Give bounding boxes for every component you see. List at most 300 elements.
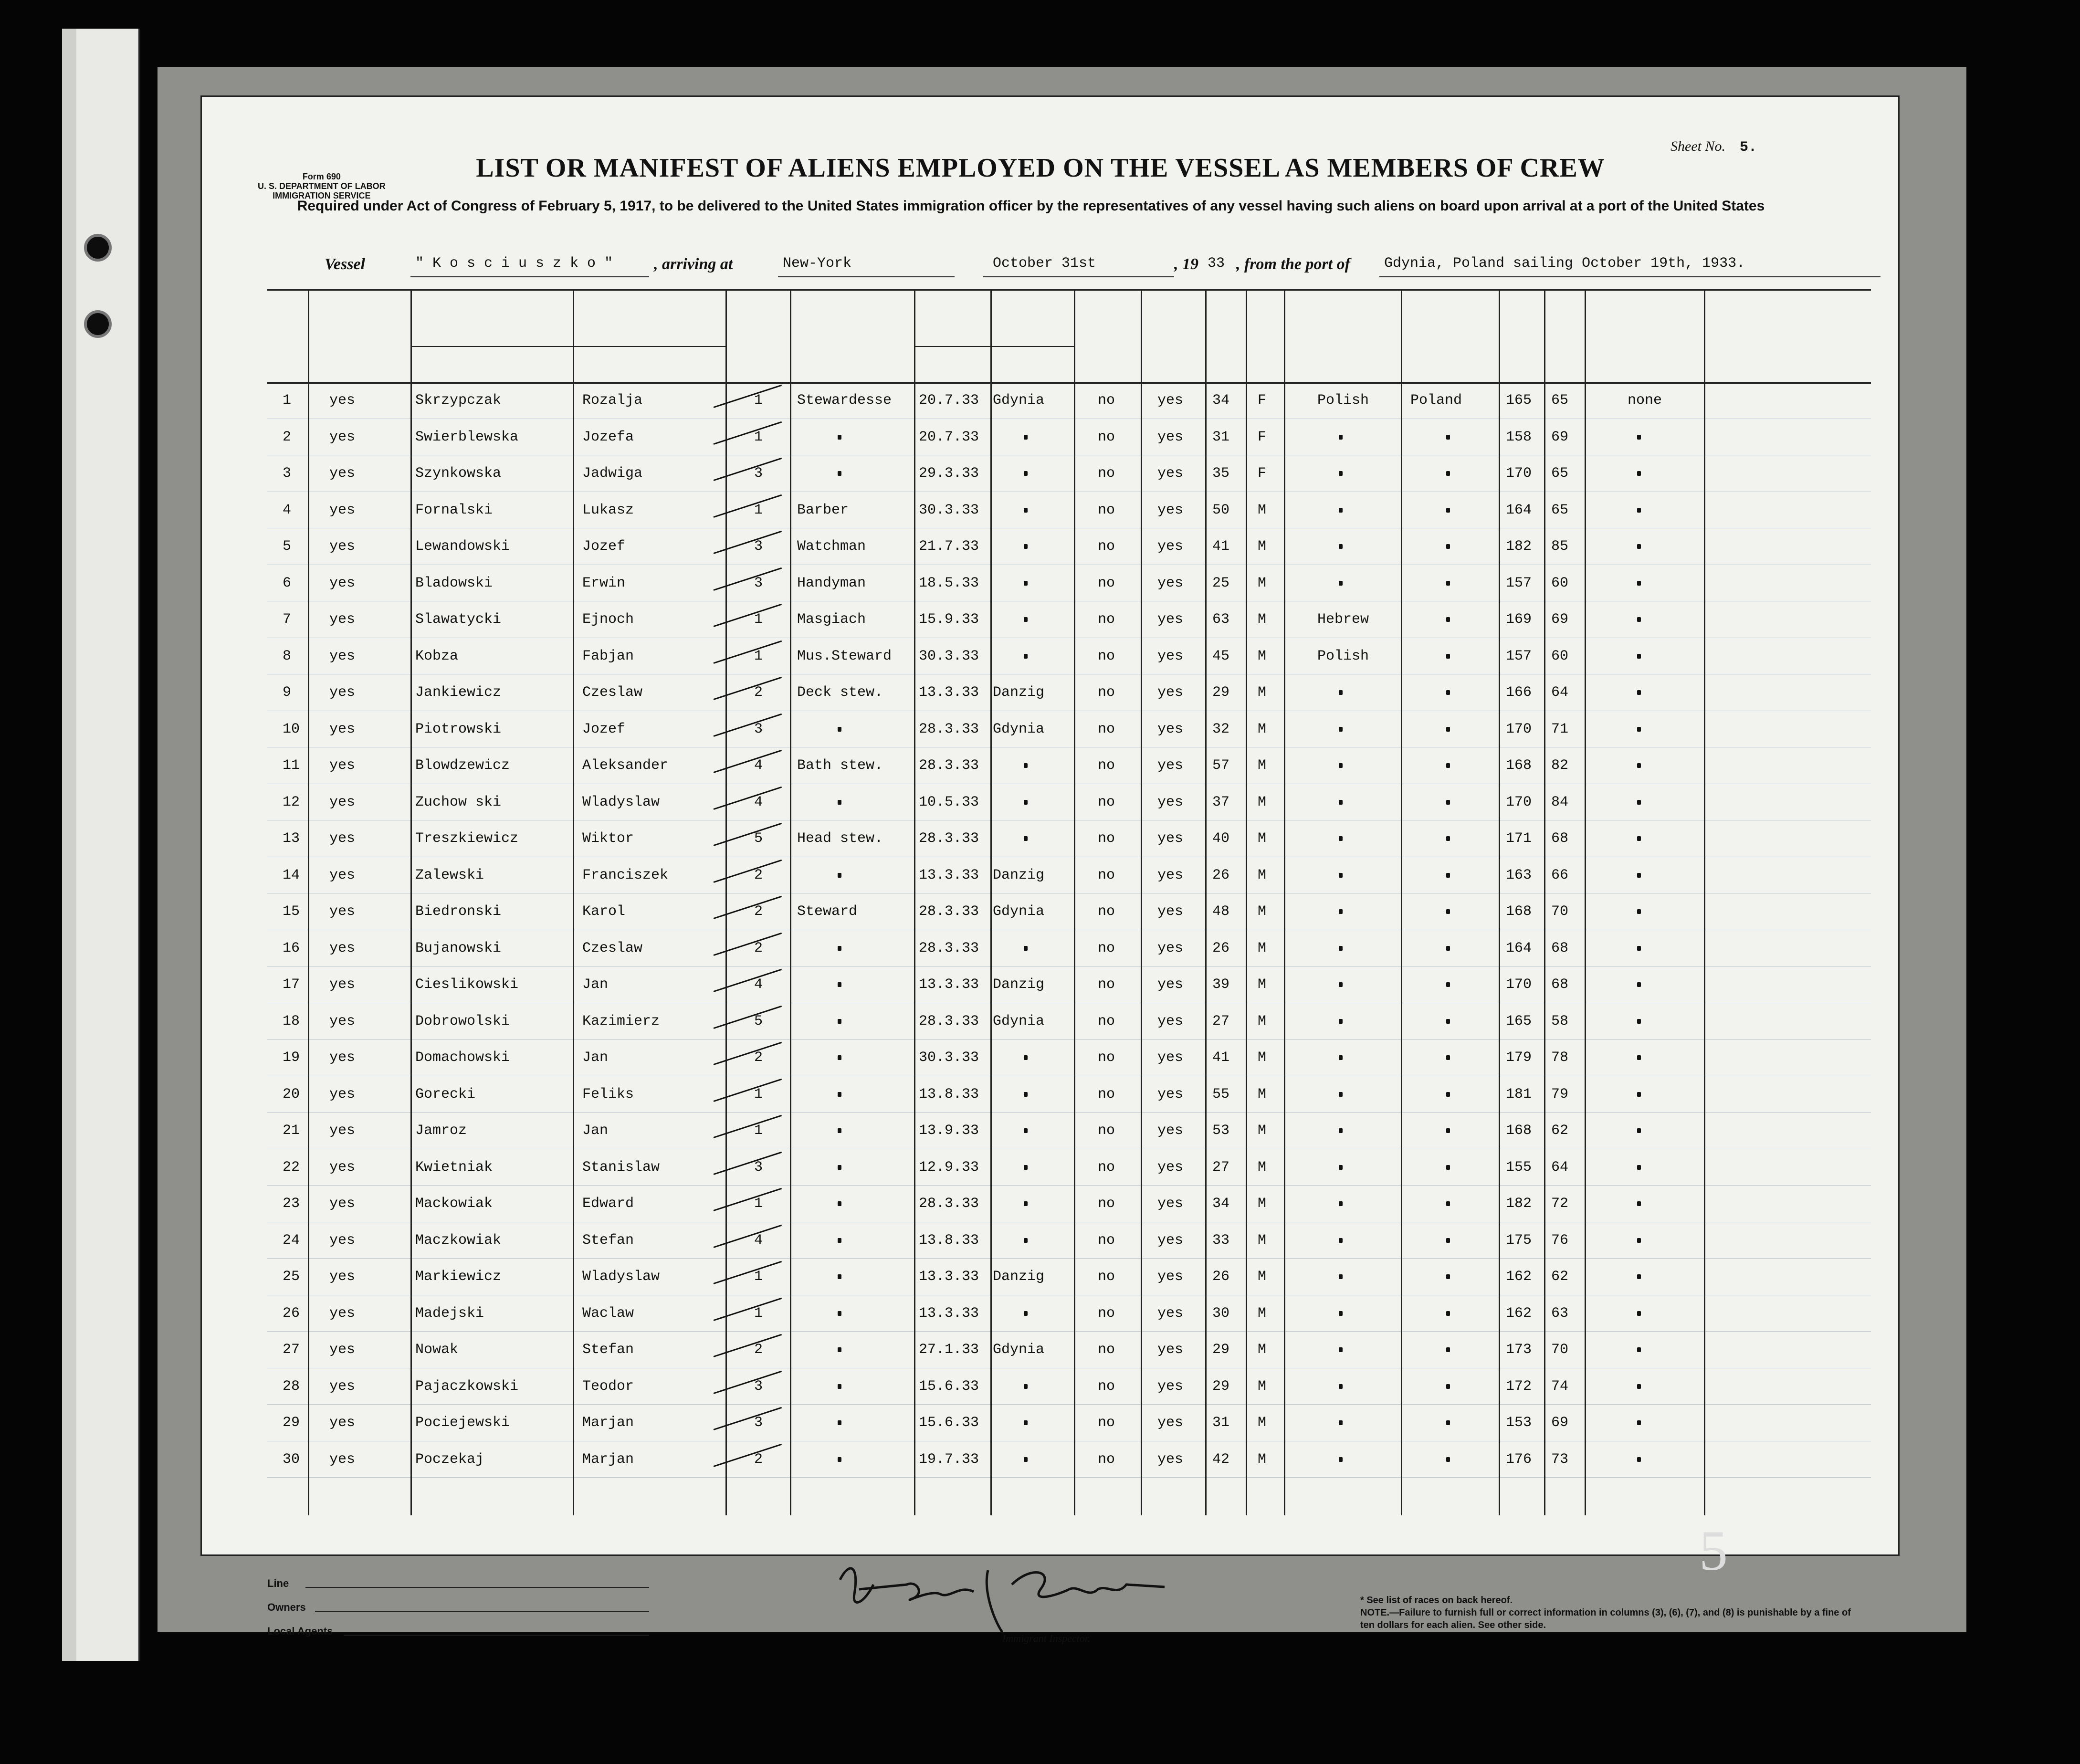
ditto-mark [1024, 1238, 1028, 1243]
row-rule [267, 1258, 1871, 1259]
table-cell-family-name: Pajaczkowski [415, 1378, 519, 1395]
table-cell-length-of-service: 1 [754, 429, 763, 445]
ditto-mark [1637, 435, 1641, 440]
table-cell-able-to-read: yes [1157, 1159, 1184, 1176]
table-cell-sex: M [1258, 1269, 1267, 1285]
table-cell-length-of-service: 4 [754, 757, 763, 774]
ditto-mark [1024, 1311, 1028, 1316]
ditto-mark [838, 1165, 841, 1170]
table-cell-row-number: 10 [283, 721, 300, 737]
table-cell-length-of-service: 2 [754, 903, 763, 920]
ditto-mark [1024, 946, 1028, 951]
table-cell-family-name: Bujanowski [415, 940, 502, 956]
table-cell-age: 27 [1212, 1013, 1230, 1029]
table-cell-able-to-read: yes [1157, 1451, 1184, 1468]
table-cell-shipped-where: Gdynia [993, 392, 1045, 409]
table-cell-family-name: Zuchow ski [415, 794, 502, 810]
table-cell-age: 27 [1212, 1159, 1230, 1176]
table-cell-family-name: Gorecki [415, 1086, 476, 1102]
column-rule [1401, 289, 1402, 1515]
table-cell-state-value: yes [329, 1378, 356, 1395]
table-cell-family-name: Swierblewska [415, 429, 519, 445]
table-cell-shipped-when: 28.3.33 [919, 721, 979, 737]
table-cell-weight: 84 [1551, 794, 1569, 810]
table-cell-able-to-read: yes [1157, 1232, 1184, 1249]
sheet-number: Sheet No. 5. [1670, 138, 1757, 156]
table-cell-shipped-when: 27.1.33 [919, 1342, 979, 1358]
ditto-mark [1339, 873, 1343, 878]
table-cell-paid-off: no [1098, 721, 1115, 737]
table-cell-sex: M [1258, 757, 1267, 774]
table-cell-row-number: 20 [283, 1086, 300, 1102]
table-cell-given-name: Czeslaw [582, 940, 643, 956]
table-cell-state-value: yes [329, 1305, 356, 1322]
column-rule [308, 289, 309, 1515]
table-cell-height: 168 [1506, 903, 1532, 920]
table-cell-given-name: Jozef [582, 538, 626, 555]
table-cell-position: Watchman [797, 538, 866, 555]
table-cell-length-of-service: 1 [754, 1305, 763, 1322]
ditto-mark [1446, 654, 1450, 659]
table-cell-height: 166 [1506, 684, 1532, 701]
service-tick-mark [714, 1407, 782, 1430]
table-cell-row-number: 18 [283, 1013, 300, 1029]
table-cell-shipped-when: 28.3.33 [919, 903, 979, 920]
table-cell-age: 33 [1212, 1232, 1230, 1249]
table-cell-sex: M [1258, 940, 1267, 956]
ditto-mark [1637, 836, 1641, 841]
ditto-mark [1446, 1019, 1450, 1024]
table-cell-shipped-when: 20.7.33 [919, 429, 979, 445]
table-cell-family-name: Szynkowska [415, 465, 502, 482]
table-cell-state-value: yes [329, 721, 356, 737]
table-cell-position: Deck stew. [797, 684, 883, 701]
ditto-mark [838, 1274, 841, 1279]
ditto-mark [1024, 763, 1028, 768]
binder-ring [84, 234, 112, 262]
table-cell-paid-off: no [1098, 648, 1115, 664]
table-cell-paid-off: no [1098, 465, 1115, 482]
ditto-mark [1637, 909, 1641, 914]
table-cell-age: 55 [1212, 1086, 1230, 1102]
table-cell-state-value: yes [329, 502, 356, 518]
table-cell-able-to-read: yes [1157, 1378, 1184, 1395]
table-cell-row-number: 1 [283, 392, 292, 409]
table-cell-row-number: 21 [283, 1123, 300, 1139]
ditto-mark [1637, 873, 1641, 878]
table-cell-able-to-read: yes [1157, 940, 1184, 956]
table-cell-state-value: yes [329, 830, 356, 847]
table-cell-given-name: Wladyslaw [582, 794, 660, 810]
table-cell-given-name: Jan [582, 1123, 609, 1139]
table-cell-sex: M [1258, 502, 1267, 518]
ditto-mark [1024, 471, 1028, 476]
table-cell-given-name: Lukasz [582, 502, 634, 518]
table-cell-sex: M [1258, 1378, 1267, 1395]
ditto-mark [1446, 1311, 1450, 1316]
table-cell-age: 29 [1212, 1342, 1230, 1358]
table-cell-row-number: 2 [283, 429, 292, 445]
ditto-mark [1446, 946, 1450, 951]
table-cell-paid-off: no [1098, 1342, 1115, 1358]
table-cell-able-to-read: yes [1157, 721, 1184, 737]
service-tick-mark [714, 932, 782, 956]
column-rule [1246, 289, 1247, 1515]
table-cell-state-value: yes [329, 757, 356, 774]
table-cell-sex: M [1258, 1159, 1267, 1176]
table-cell-length-of-service: 4 [754, 976, 763, 993]
table-cell-age: 31 [1212, 1415, 1230, 1431]
ditto-mark [1446, 1384, 1450, 1389]
table-cell-weight: 85 [1551, 538, 1569, 555]
footer-note: * See list of races on back hereof. NOTE.—Failure to furnish full or correct information in columns (3), (6), (7), and (8) is punishable by a fine of ten dollars for each alien. See other side. [1360, 1595, 1851, 1630]
row-rule [267, 1404, 1871, 1405]
table-cell-shipped-when: 19.7.33 [919, 1451, 979, 1468]
table-cell-age: 50 [1212, 502, 1230, 518]
table-cell-height: 168 [1506, 1123, 1532, 1139]
table-cell-shipped-where: Gdynia [993, 721, 1045, 737]
table-cell-length-of-service: 4 [754, 794, 763, 810]
table-cell-shipped-where: Gdynia [993, 1013, 1045, 1029]
ditto-mark [1446, 1201, 1450, 1206]
table-cell-weight: 70 [1551, 1342, 1569, 1358]
table-cell-age: 41 [1212, 538, 1230, 555]
table-cell-length-of-service: 5 [754, 830, 763, 847]
table-cell-sex: M [1258, 1123, 1267, 1139]
row-rule [267, 1039, 1871, 1040]
table-cell-state-value: yes [329, 794, 356, 810]
table-cell-given-name: Wladyslaw [582, 1269, 660, 1285]
arrival-port: New-York [783, 255, 852, 272]
ditto-mark [1446, 1457, 1450, 1462]
table-cell-paid-off: no [1098, 538, 1115, 555]
table-cell-height: 172 [1506, 1378, 1532, 1395]
table-cell-shipped-when: 28.3.33 [919, 830, 979, 847]
table-cell-given-name: Stefan [582, 1232, 634, 1249]
ditto-mark [1024, 654, 1028, 659]
table-cell-able-to-read: yes [1157, 1013, 1184, 1029]
table-cell-weight: 58 [1551, 1013, 1569, 1029]
table-cell-paid-off: no [1098, 1451, 1115, 1468]
ditto-mark [1024, 617, 1028, 622]
table-cell-state-value: yes [329, 611, 356, 628]
ditto-mark [1339, 471, 1343, 476]
ditto-mark [1024, 544, 1028, 549]
table-cell-given-name: Franciszek [582, 867, 669, 883]
table-cell-paid-off: no [1098, 867, 1115, 883]
table-cell-age: 31 [1212, 429, 1230, 445]
table-cell-shipped-where: Danzig [993, 867, 1045, 883]
ditto-mark [1339, 800, 1343, 805]
table-cell-length-of-service: 3 [754, 465, 763, 482]
shipped-subheader-rule [914, 346, 1074, 347]
table-cell-able-to-read: yes [1157, 392, 1184, 409]
ditto-mark [1637, 544, 1641, 549]
ditto-mark [1637, 1128, 1641, 1133]
table-cell-row-number: 17 [283, 976, 300, 993]
header-bottom-rule [267, 382, 1871, 384]
table-cell-able-to-read: yes [1157, 867, 1184, 883]
ditto-mark [838, 471, 841, 476]
inspector-title: Immigrant Inspector. [1002, 1632, 1091, 1644]
table-cell-row-number: 8 [283, 648, 292, 664]
ditto-mark [1024, 800, 1028, 805]
column-rule [1704, 289, 1705, 1515]
table-cell-length-of-service: 3 [754, 721, 763, 737]
local-agents-label: Local Agents [267, 1625, 333, 1637]
table-cell-weight: 82 [1551, 757, 1569, 774]
service-tick-mark [714, 750, 782, 773]
table-cell-row-number: 28 [283, 1378, 300, 1395]
table-cell-height: 164 [1506, 502, 1532, 518]
ditto-mark [1637, 654, 1641, 659]
ditto-mark [1637, 617, 1641, 622]
table-cell-given-name: Karol [582, 903, 626, 920]
ditto-mark [1339, 946, 1343, 951]
table-cell-paid-off: no [1098, 903, 1115, 920]
ditto-mark [838, 946, 841, 951]
table-cell-shipped-when: 30.3.33 [919, 1050, 979, 1066]
table-cell-able-to-read: yes [1157, 794, 1184, 810]
table-cell-state-value: yes [329, 1050, 356, 1066]
table-cell-nationality: Poland [1410, 392, 1462, 409]
table-cell-height: 176 [1506, 1451, 1532, 1468]
table-cell-length-of-service: 3 [754, 538, 763, 555]
table-cell-age: 48 [1212, 903, 1230, 920]
table-cell-family-name: Nowak [415, 1342, 459, 1358]
table-cell-age: 42 [1212, 1451, 1230, 1468]
table-cell-shipped-when: 21.7.33 [919, 538, 979, 555]
line-label: Line [267, 1577, 289, 1589]
table-cell-weight: 73 [1551, 1451, 1569, 1468]
table-cell-age: 34 [1212, 392, 1230, 409]
table-cell-row-number: 15 [283, 903, 300, 920]
column-rule [573, 289, 574, 1515]
ditto-mark [1339, 581, 1343, 586]
table-cell-length-of-service: 2 [754, 940, 763, 956]
table-cell-given-name: Jozefa [582, 429, 634, 445]
table-cell-state-value: yes [329, 429, 356, 445]
ditto-mark [1446, 581, 1450, 586]
table-cell-sex: M [1258, 1013, 1267, 1029]
arrival-year: 33 [1208, 255, 1225, 272]
service-tick-mark [714, 421, 782, 444]
ditto-mark [1339, 1128, 1343, 1133]
table-cell-shipped-when: 13.9.33 [919, 1123, 979, 1139]
table-cell-row-number: 26 [283, 1305, 300, 1322]
binder-ring [84, 310, 112, 338]
table-cell-sex: M [1258, 1232, 1267, 1249]
table-cell-shipped-when: 13.3.33 [919, 1269, 979, 1285]
page-mark: 5 [1699, 1519, 1728, 1582]
service-tick-mark [714, 604, 782, 627]
ditto-mark [1446, 836, 1450, 841]
table-cell-state-value: yes [329, 1159, 356, 1176]
table-cell-able-to-read: yes [1157, 611, 1184, 628]
service-tick-mark [714, 1261, 782, 1284]
table-cell-paid-off: no [1098, 1269, 1115, 1285]
departure-port: Gdynia, Poland sailing October 19th, 1933. [1384, 255, 1745, 272]
ditto-mark [1024, 836, 1028, 841]
service-tick-mark [714, 458, 782, 481]
ditto-mark [1339, 1201, 1343, 1206]
ditto-mark [1637, 1384, 1641, 1389]
table-cell-row-number: 27 [283, 1342, 300, 1358]
ditto-mark [1637, 1238, 1641, 1243]
table-cell-shipped-where: Danzig [993, 684, 1045, 701]
table-cell-height: 182 [1506, 1196, 1532, 1212]
table-cell-age: 25 [1212, 575, 1230, 591]
table-cell-row-number: 3 [283, 465, 292, 482]
table-cell-height: 164 [1506, 940, 1532, 956]
ditto-mark [1637, 727, 1641, 732]
table-cell-race: Polish [1317, 648, 1369, 664]
table-cell-height: 153 [1506, 1415, 1532, 1431]
table-cell-paid-off: no [1098, 1086, 1115, 1102]
table-cell-state-value: yes [329, 1013, 356, 1029]
table-cell-shipped-when: 15.9.33 [919, 611, 979, 628]
service-tick-mark [714, 494, 782, 517]
ditto-mark [1024, 1384, 1028, 1389]
table-cell-row-number: 22 [283, 1159, 300, 1176]
table-cell-paid-off: no [1098, 684, 1115, 701]
ditto-mark [1339, 1311, 1343, 1316]
table-cell-weight: 79 [1551, 1086, 1569, 1102]
table-cell-state-value: yes [329, 1342, 356, 1358]
table-cell-age: 40 [1212, 830, 1230, 847]
service-tick-mark [714, 713, 782, 736]
ditto-mark [1637, 763, 1641, 768]
table-cell-weight: 60 [1551, 575, 1569, 591]
ditto-mark [1637, 1420, 1641, 1425]
table-cell-length-of-service: 1 [754, 1196, 763, 1212]
table-cell-sex: M [1258, 611, 1267, 628]
table-cell-length-of-service: 1 [754, 1269, 763, 1285]
table-cell-given-name: Kazimierz [582, 1013, 660, 1029]
table-cell-height: 163 [1506, 867, 1532, 883]
table-cell-shipped-when: 15.6.33 [919, 1415, 979, 1431]
table-cell-able-to-read: yes [1157, 684, 1184, 701]
ditto-mark [838, 1092, 841, 1097]
table-cell-family-name: Kwietniak [415, 1159, 493, 1176]
service-tick-mark [714, 1115, 782, 1138]
table-cell-age: 26 [1212, 940, 1230, 956]
table-cell-height: 162 [1506, 1305, 1532, 1322]
table-cell-able-to-read: yes [1157, 465, 1184, 482]
ditto-mark [1637, 471, 1641, 476]
ditto-mark [1446, 617, 1450, 622]
ditto-mark [1446, 763, 1450, 768]
column-rule [1585, 289, 1586, 1515]
table-cell-paid-off: no [1098, 794, 1115, 810]
table-cell-shipped-when: 10.5.33 [919, 794, 979, 810]
table-cell-family-name: Piotrowski [415, 721, 502, 737]
service-tick-mark [714, 896, 782, 919]
ditto-mark [1024, 581, 1028, 586]
table-cell-weight: 69 [1551, 611, 1569, 628]
ditto-mark [838, 727, 841, 732]
ditto-mark [1637, 1457, 1641, 1462]
table-cell-height: 169 [1506, 611, 1532, 628]
table-cell-row-number: 9 [283, 684, 292, 701]
ditto-mark [838, 435, 841, 440]
ditto-mark [1339, 1238, 1343, 1243]
table-top-rule [267, 289, 1871, 291]
table-cell-position: Barber [797, 502, 849, 518]
table-cell-shipped-when: 18.5.33 [919, 575, 979, 591]
table-cell-able-to-read: yes [1157, 1415, 1184, 1431]
table-cell-paid-off: no [1098, 940, 1115, 956]
table-cell-shipped-when: 13.3.33 [919, 684, 979, 701]
ditto-mark [1637, 946, 1641, 951]
table-cell-family-name: Bladowski [415, 575, 493, 591]
table-cell-sex: M [1258, 721, 1267, 737]
table-cell-able-to-read: yes [1157, 538, 1184, 555]
ditto-mark [838, 982, 841, 987]
table-cell-sex: F [1258, 392, 1267, 409]
table-cell-family-name: Slawatycki [415, 611, 502, 628]
table-cell-sex: F [1258, 465, 1267, 482]
table-cell-shipped-when: 30.3.33 [919, 648, 979, 664]
table-cell-family-name: Pociejewski [415, 1415, 510, 1431]
ditto-mark [1446, 1420, 1450, 1425]
table-cell-weight: 68 [1551, 976, 1569, 993]
table-cell-weight: 62 [1551, 1123, 1569, 1139]
table-cell-sex: M [1258, 684, 1267, 701]
ditto-mark [838, 1384, 841, 1389]
table-cell-age: 35 [1212, 465, 1230, 482]
table-cell-given-name: Jozef [582, 721, 626, 737]
service-tick-mark [714, 1005, 782, 1029]
table-cell-shipped-when: 13.3.33 [919, 976, 979, 993]
page-title: LIST OR MANIFEST OF ALIENS EMPLOYED ON THE VESSEL AS MEMBERS OF CREW [476, 153, 1605, 183]
table-cell-paid-off: no [1098, 830, 1115, 847]
table-cell-given-name: Marjan [582, 1415, 634, 1431]
table-cell-length-of-service: 1 [754, 1123, 763, 1139]
column-rule [1544, 289, 1545, 1515]
ditto-mark [1446, 800, 1450, 805]
table-cell-length-of-service: 5 [754, 1013, 763, 1029]
table-cell-shipped-when: 13.3.33 [919, 1305, 979, 1322]
ditto-mark [838, 1019, 841, 1024]
ditto-mark [1446, 873, 1450, 878]
ditto-mark [1446, 727, 1450, 732]
ditto-mark [838, 1201, 841, 1206]
table-cell-state-value: yes [329, 940, 356, 956]
table-cell-state-value: yes [329, 867, 356, 883]
table-cell-length-of-service: 4 [754, 1232, 763, 1249]
table-cell-weight: 74 [1551, 1378, 1569, 1395]
table-cell-position: Steward [797, 903, 858, 920]
table-cell-weight: 65 [1551, 392, 1569, 409]
ditto-mark [1024, 1420, 1028, 1425]
ditto-mark [838, 1420, 841, 1425]
table-cell-age: 39 [1212, 976, 1230, 993]
service-tick-mark [714, 1370, 782, 1394]
table-cell-length-of-service: 1 [754, 1086, 763, 1102]
table-cell-shipped-when: 28.3.33 [919, 1196, 979, 1212]
table-cell-state-value: yes [329, 1232, 356, 1249]
table-cell-row-number: 30 [283, 1451, 300, 1468]
row-rule [267, 1112, 1871, 1113]
table-cell-age: 26 [1212, 867, 1230, 883]
table-cell-given-name: Aleksander [582, 757, 669, 774]
table-cell-shipped-when: 12.9.33 [919, 1159, 979, 1176]
ditto-mark [1446, 471, 1450, 476]
ditto-mark [1446, 1238, 1450, 1243]
table-cell-row-number: 24 [283, 1232, 300, 1249]
table-cell-height: 171 [1506, 830, 1532, 847]
